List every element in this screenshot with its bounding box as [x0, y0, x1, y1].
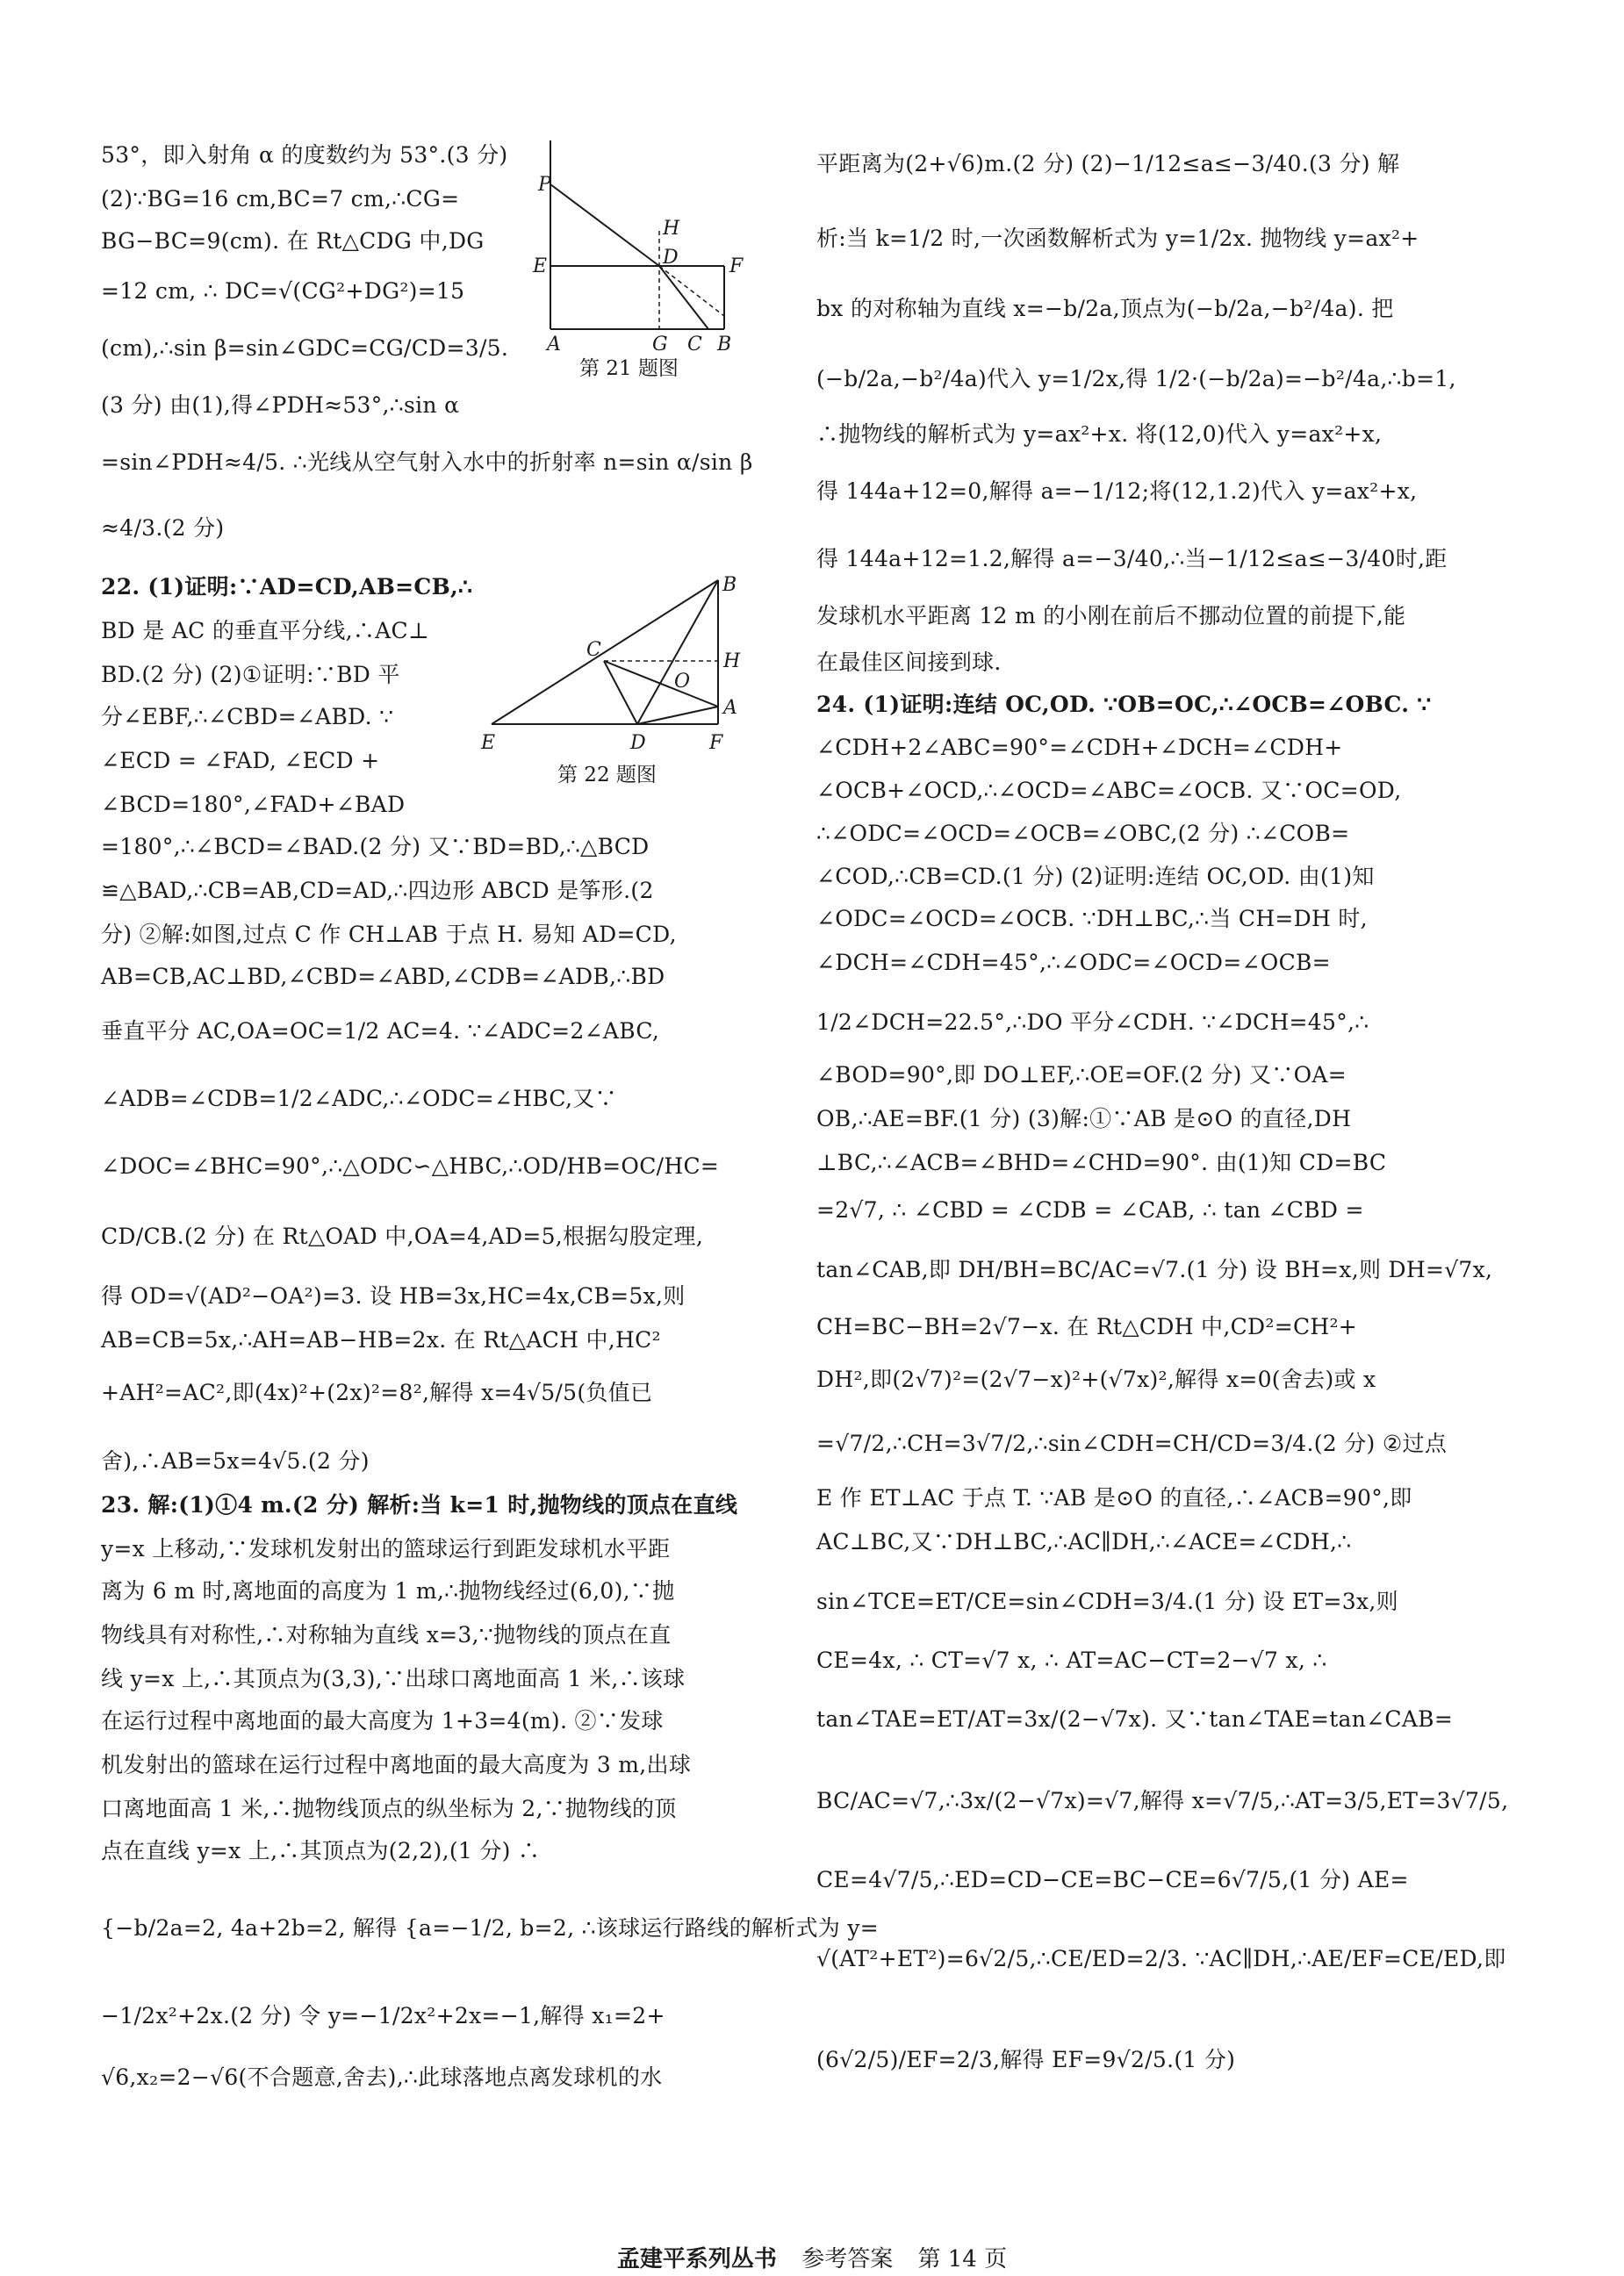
text-line: 分∠EBF,∴∠CBD=∠ABD. ∵ — [101, 704, 394, 729]
text-line: 机发射出的篮球在运行过程中离地面的最大高度为 3 m,出球 — [101, 1752, 692, 1777]
text-line: −1/2x²+2x.(2 分) 令 y=−1/2x²+2x=−1,解得 x₁=2+ — [101, 2003, 665, 2028]
figure-21-label: B — [717, 334, 732, 355]
text-line: 得 OD=√(AD²−OA²)=3. 设 HB=3x,HC=4x,CB=5x,则 — [101, 1283, 686, 1309]
figure-22-label: A — [723, 697, 737, 719]
text-line: ∠ADB=∠CDB=1/2∠ADC,∴∠ODC=∠HBC,又∵ — [101, 1086, 617, 1111]
text-line: AC⊥BC,又∵DH⊥BC,∴AC∥DH,∴∠ACE=∠CDH,∴ — [816, 1529, 1352, 1554]
text-line: 23. 解:(1)①4 m.(2 分) 解析:当 k=1 时,抛物线的顶点在直线 — [101, 1492, 738, 1518]
text-line: 物线具有对称性,∴对称轴为直线 x=3,∵抛物线的顶点在直 — [101, 1622, 672, 1648]
text-line: ∠ECD = ∠FAD, ∠ECD + — [101, 748, 380, 773]
figure-21-label: A — [547, 334, 561, 355]
text-line: 舍),∴AB=5x=4√5.(2 分) — [101, 1448, 370, 1474]
text-line: 1/2∠DCH=22.5°,∴DO 平分∠CDH. ∵∠DCH=45°,∴ — [816, 1009, 1369, 1035]
text-line: ∠OCB+∠OCD,∴∠OCD=∠ABC=∠OCB. 又∵OC=OD, — [816, 778, 1402, 803]
text-line: OB,∴AE=BF.(1 分) (3)解:①∵AB 是⊙O 的直径,DH — [816, 1106, 1352, 1131]
text-line: ∴∠ODC=∠OCD=∠OCB=∠OBC,(2 分) ∴∠COB= — [816, 821, 1350, 846]
figure-21 — [531, 136, 751, 385]
text-line: tan∠TAE=ET/AT=3x/(2−√7x). 又∵tan∠TAE=tan∠CAB= — [816, 1706, 1454, 1732]
figure-21-label: G — [652, 334, 668, 355]
text-line: 析:当 k=1/2 时,一次函数解析式为 y=1/2x. 抛物线 y=ax²+ — [816, 226, 1419, 251]
text-line: BC/AC=√7,∴3x/(2−√7x)=√7,解得 x=√7/5,∴AT=3/5,ET=3√7/5, — [816, 1788, 1509, 1813]
text-line: ≌△BAD,∴CB=AB,CD=AD,∴四边形 ABCD 是筝形.(2 — [101, 878, 654, 903]
text-line: (2)∵BG=16 cm,BC=7 cm,∴CG= — [101, 186, 460, 212]
series-brand: 孟建平系列丛书 — [616, 2246, 777, 2272]
text-line: 平距离为(2+√6)m.(2 分) (2)−1/12≤a≤−3/40.(3 分) 解 — [816, 151, 1400, 176]
text-line: CH=BC−BH=2√7−x. 在 Rt△CDH 中,CD²=CH²+ — [816, 1314, 1358, 1339]
figure-22 — [474, 575, 755, 798]
text-line: CD/CB.(2 分) 在 Rt△OAD 中,OA=4,AD=5,根据勾股定理, — [101, 1224, 704, 1249]
text-line: 22. (1)证明:∵AD=CD,AB=CB,∴ — [101, 574, 473, 600]
text-line: (6√2/5)/EF=2/3,解得 EF=9√2/5.(1 分) — [816, 2047, 1236, 2072]
text-line: √6,x₂=2−√6(不合题意,舍去),∴此球落地点离发球机的水 — [101, 2064, 663, 2090]
text-line: 在最佳区间接到球. — [816, 650, 1002, 675]
figure-22-label: D — [630, 732, 646, 754]
text-line: E 作 ET⊥AC 于点 T. ∵AB 是⊙O 的直径,∴∠ACB=90°,即 — [816, 1485, 1412, 1511]
figure-22-label: B — [722, 575, 737, 596]
text-line: tan∠CAB,即 DH/BH=BC/AC=√7.(1 分) 设 BH=x,则 DH=√7x, — [816, 1257, 1493, 1282]
figure-22-caption: 第 22 题图 — [557, 764, 657, 786]
text-line: 得 144a+12=1.2,解得 a=−3/40,∴当−1/12≤a≤−3/40时,距 — [816, 546, 1448, 571]
figure-22-label: E — [481, 732, 496, 754]
text-line: BG−BC=9(cm). 在 Rt△CDG 中,DG — [101, 228, 485, 254]
text-line: 点在直线 y=x 上,∴其顶点为(2,2),(1 分) ∴ — [101, 1838, 541, 1863]
text-line: AB=CB=5x,∴AH=AB−HB=2x. 在 Rt△ACH 中,HC² — [101, 1327, 661, 1353]
text-line: y=x 上移动,∵发球机发射出的篮球运行到距发球机水平距 — [101, 1536, 671, 1562]
text-line: 离为 6 m 时,离地面的高度为 1 m,∴抛物线经过(6,0),∵抛 — [101, 1578, 675, 1604]
text-line: ∠BCD=180°,∠FAD+∠BAD — [101, 792, 406, 817]
figure-21-caption: 第 21 题图 — [579, 357, 679, 380]
text-line: (−b/2a,−b²/4a)代入 y=1/2x,得 1/2·(−b/2a)=−b²/4a,∴b=1, — [816, 366, 1456, 391]
text-line: DH²,即(2√7)²=(2√7−x)²+(√7x)²,解得 x=0(舍去)或 x — [816, 1367, 1376, 1392]
text-line: 分) ②解:如图,过点 C 作 CH⊥AB 于点 H. 易知 AD=CD, — [101, 922, 677, 947]
figure-22-label: H — [723, 650, 741, 672]
figure-21-label: F — [729, 255, 744, 277]
text-line: +AH²=AC²,即(4x)²+(2x)²=8²,解得 x=4√5/5(负值已 — [101, 1380, 653, 1405]
text-line: 在运行过程中离地面的最大高度为 1+3=4(m). ②∵发球 — [101, 1708, 664, 1734]
text-line: 得 144a+12=0,解得 a=−1/12;将(12,1.2)代入 y=ax²+x, — [816, 478, 1418, 504]
text-line: 口离地面高 1 米,∴抛物线顶点的纵坐标为 2,∵抛物线的顶 — [101, 1796, 677, 1821]
text-line: CE=4√7/5,∴ED=CD−CE=BC−CE=6√7/5,(1 分) AE= — [816, 1867, 1409, 1892]
figure-21-diagram — [531, 136, 751, 382]
text-line: (3 分) 由(1),得∠PDH≈53°,∴sin α — [101, 392, 460, 418]
text-line: √(AT²+ET²)=6√2/5,∴CE/ED=2/3. ∵AC∥DH,∴AE/EF=CE/ED,即 — [816, 1946, 1506, 1971]
text-line: ∠COD,∴CB=CD.(1 分) (2)证明:连结 OC,OD. 由(1)知 — [816, 864, 1375, 889]
text-line: CE=4x, ∴ CT=√7 x, ∴ AT=AC−CT=2−√7 x, ∴ — [816, 1648, 1327, 1673]
text-line: ∠BOD=90°,即 DO⊥EF,∴OE=OF.(2 分) 又∵OA= — [816, 1062, 1347, 1088]
text-line: =2√7, ∴ ∠CBD = ∠CDB = ∠CAB, ∴ tan ∠CBD = — [816, 1197, 1364, 1223]
text-line: ∠DCH=∠CDH=45°,∴∠ODC=∠OCD=∠OCB= — [816, 950, 1331, 975]
text-line: 53°，即入射角 α 的度数约为 53°.(3 分) — [101, 142, 508, 168]
text-line: BD 是 AC 的垂直平分线,∴AC⊥ — [101, 618, 429, 643]
text-line: ∴抛物线的解析式为 y=ax²+x. 将(12,0)代入 y=ax²+x, — [816, 421, 1383, 447]
page-footer — [0, 2241, 1624, 2273]
text-line: ∠DOC=∠BHC=90°,∴△ODC∽△HBC,∴OD/HB=OC/HC= — [101, 1153, 720, 1179]
text-line: (cm),∴sin β=sin∠GDC=CG/CD=3/5. — [101, 335, 509, 361]
figure-22-label: F — [709, 732, 723, 754]
text-line: ∠CDH+2∠ABC=90°=∠CDH+∠DCH=∠CDH+ — [816, 735, 1343, 760]
text-line: ∠ODC=∠OCD=∠OCB. ∵DH⊥BC,∴当 CH=DH 时, — [816, 906, 1368, 931]
text-line: =180°,∴∠BCD=∠BAD.(2 分) 又∵BD=BD,∴△BCD — [101, 834, 650, 859]
text-line: 24. (1)证明:连结 OC,OD. ∵OB=OC,∴∠OCB=∠OBC. ∵ — [816, 692, 1432, 717]
text-line: =√7/2,∴CH=3√7/2,∴sin∠CDH=CH/CD=3/4.(2 分) ②过点 — [816, 1431, 1448, 1456]
section-label: 参考答案 — [801, 2246, 894, 2272]
figure-21-label: C — [687, 334, 702, 355]
figure-22-label: C — [586, 639, 601, 661]
text-line: sin∠TCE=ET/CE=sin∠CDH=3/4.(1 分) 设 ET=3x,则 — [816, 1589, 1398, 1614]
text-line: BD.(2 分) (2)①证明:∵BD 平 — [101, 662, 400, 687]
figure-21-label: H — [663, 218, 680, 240]
text-line: =12 cm, ∴ DC=√(CG²+DG²)=15 — [101, 278, 465, 304]
figure-22-label: O — [674, 671, 691, 693]
text-line: 发球机水平距离 12 m 的小刚在前后不挪动位置的前提下,能 — [816, 603, 1406, 628]
page-number: 第 14 页 — [917, 2246, 1008, 2272]
text-line: ≈4/3.(2 分) — [101, 515, 225, 541]
figure-21-label: P — [538, 174, 551, 196]
text-line: {−b/2a=2, 4a+2b=2, 解得 {a=−1/2, b=2, ∴该球运行路线的解析式为 y= — [101, 1915, 880, 1941]
figure-21-label: D — [663, 247, 679, 269]
figure-21-label: E — [533, 255, 548, 277]
text-line: bx 的对称轴为直线 x=−b/2a,顶点为(−b/2a,−b²/4a). 把 — [816, 296, 1394, 321]
text-line: 垂直平分 AC,OA=OC=1/2 AC=4. ∵∠ADC=2∠ABC, — [101, 1018, 660, 1044]
text-line: 线 y=x 上,∴其顶点为(3,3),∵出球口离地面高 1 米,∴该球 — [101, 1666, 686, 1691]
figure-22-diagram — [474, 575, 755, 794]
text-line: =sin∠PDH≈4/5. ∴光线从空气射入水中的折射率 n=sin α/sin β — [101, 449, 753, 475]
text-line: AB=CB,AC⊥BD,∠CBD=∠ABD,∠CDB=∠ADB,∴BD — [101, 964, 665, 989]
text-line: ⊥BC,∴∠ACB=∠BHD=∠CHD=90°. 由(1)知 CD=BC — [816, 1150, 1387, 1175]
